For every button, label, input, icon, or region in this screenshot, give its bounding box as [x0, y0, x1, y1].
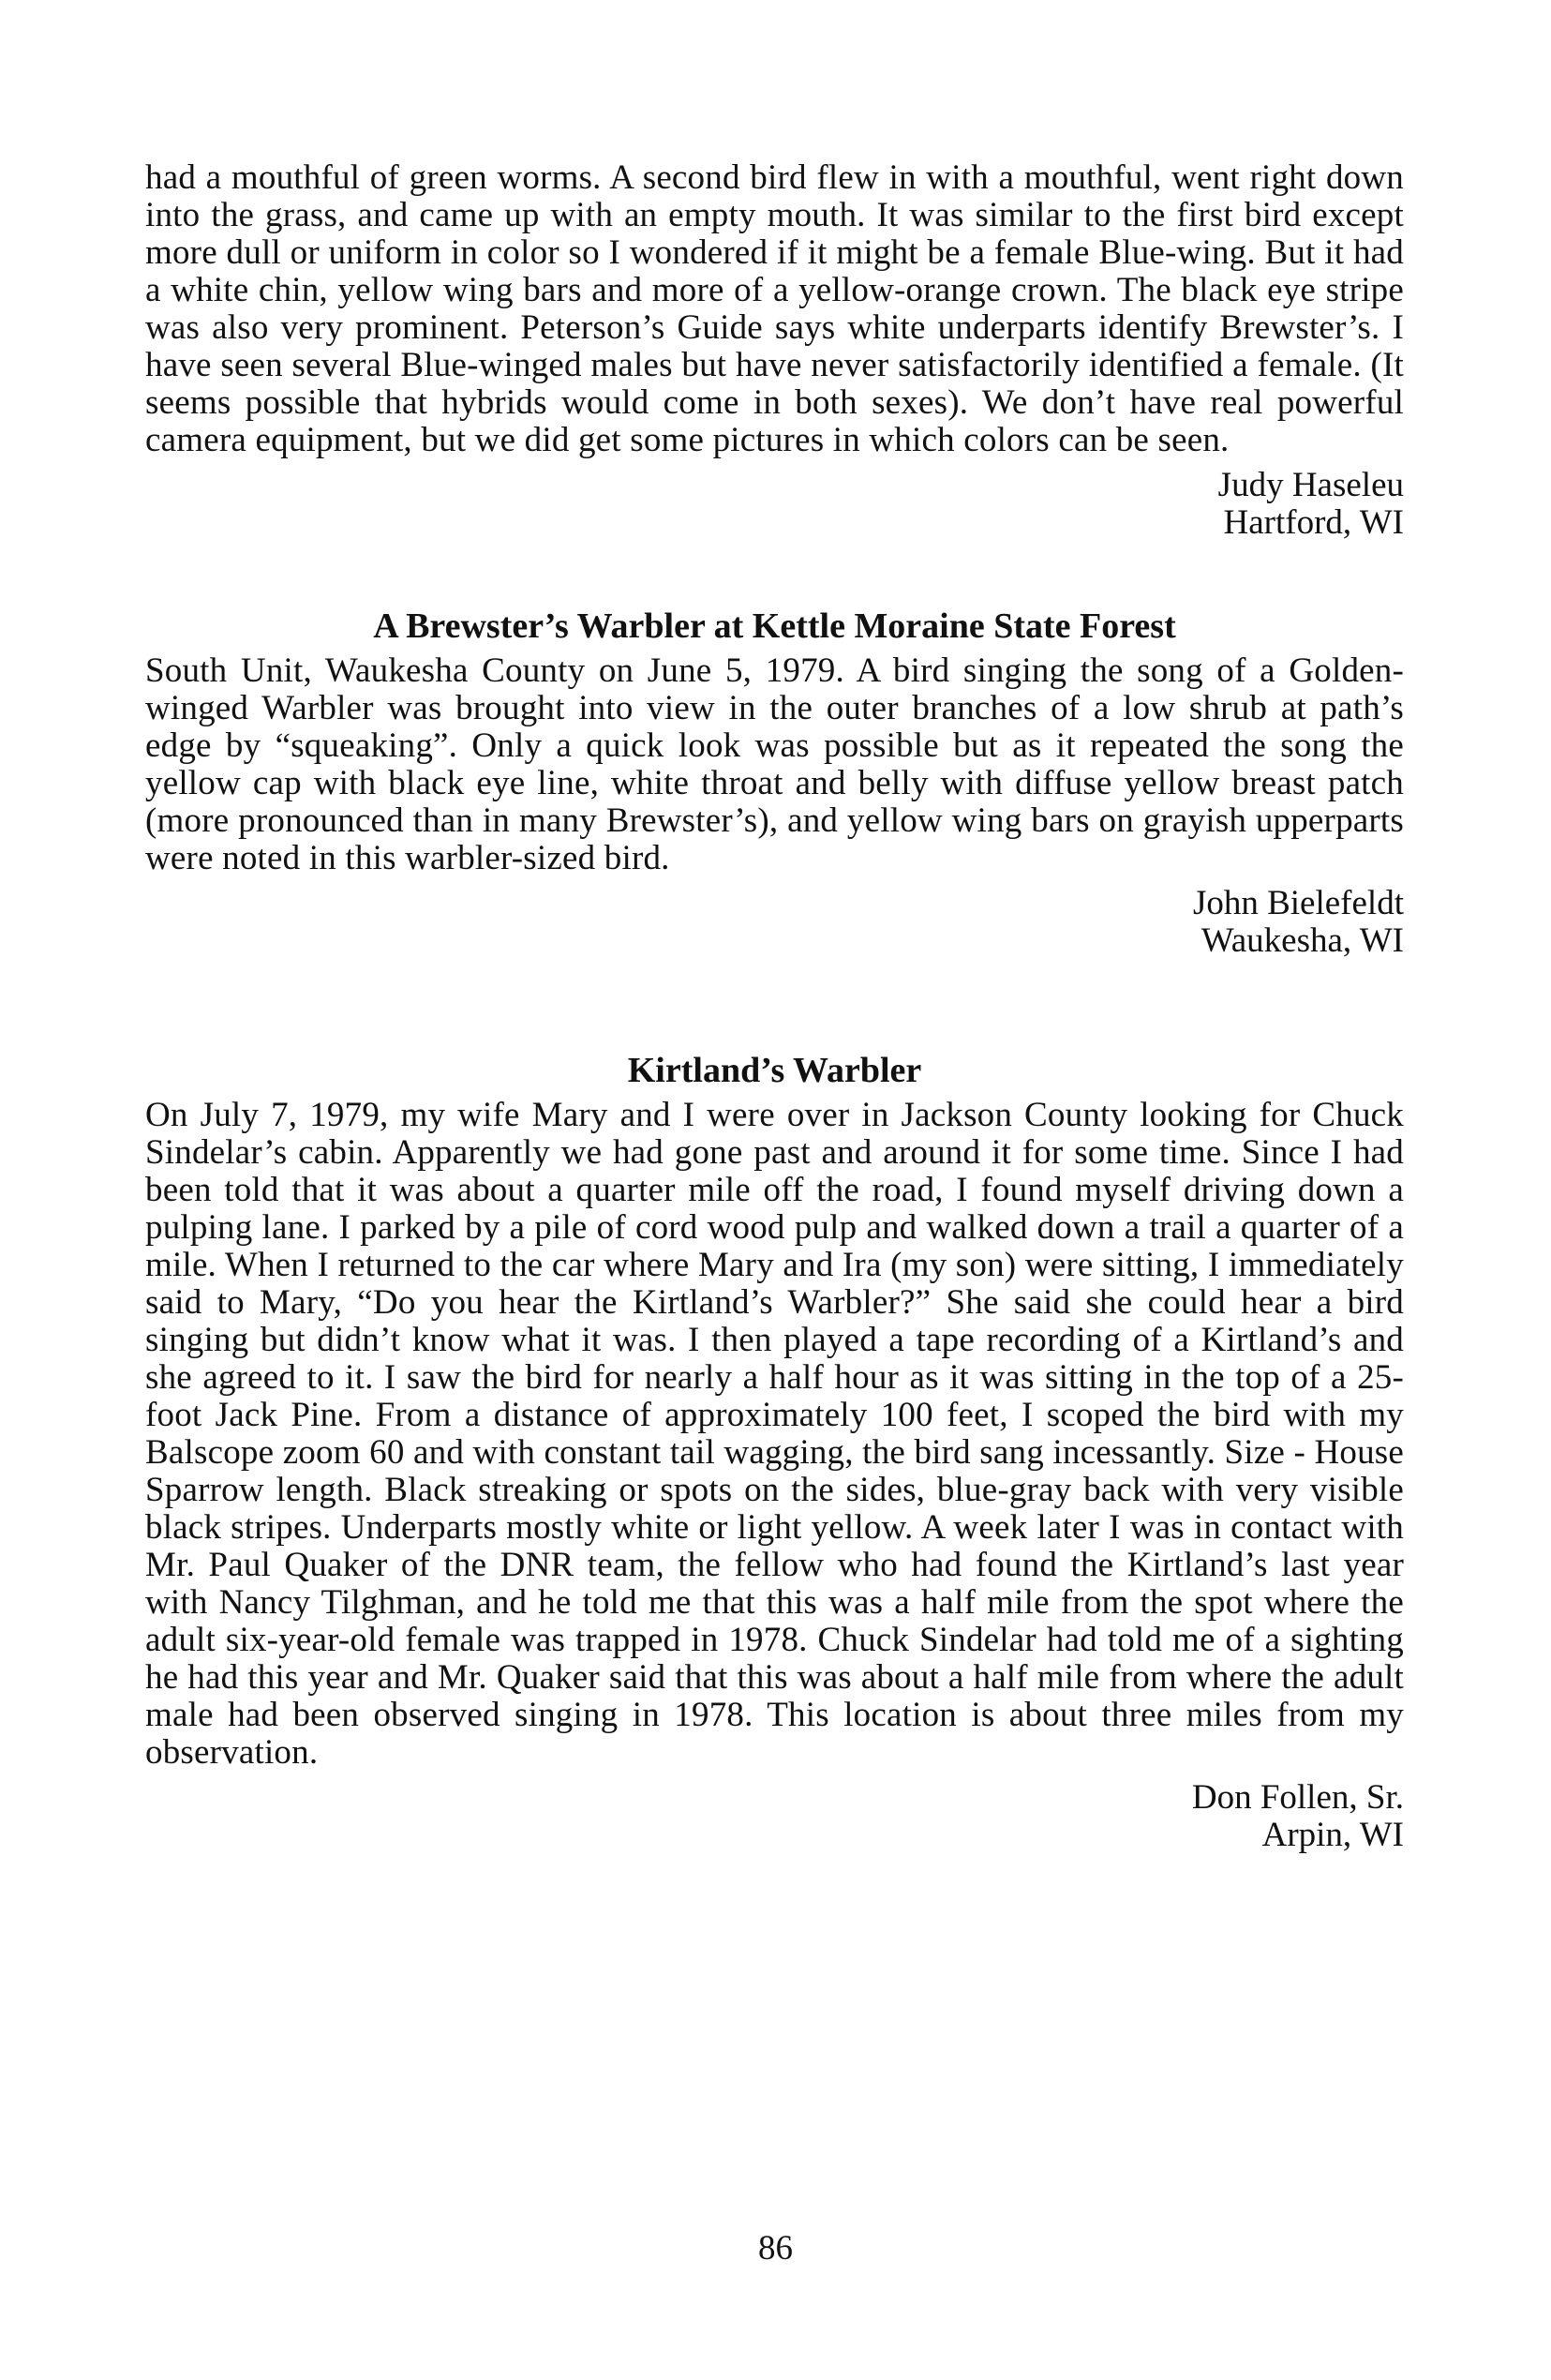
section1-heading: A Brewster’s Warbler at Kettle Moraine State Forest: [373, 606, 1176, 646]
section2-heading: Kirtland’s Warbler: [627, 1051, 922, 1090]
section2-author: Don Follen, Sr.: [1191, 1778, 1404, 1817]
section2-location: Arpin, WI: [1261, 1816, 1404, 1854]
intro-signature: [145, 467, 1404, 542]
intro-paragraph: had a mouthful of green worms. A second bird flew in with a mouthful, went right down into the grass, and came up with an empty mouth. It was similar to the first bird except more dull or uniform in color so I wondered if it might be a female Blue-wing. But it had a white chin, yellow wing bars and more of a yellow-orange crown. The black eye stripe was also very prominent. Peterson’s Guide says white underparts identify Brewster’s. I have seen several Blue-winged males but have never satisfactorily identified a female. (It seems possible that hybrids would come in both sexes). We don’t have real powerful camera equipment, but we did get some pictures in which colors can be seen.: [145, 158, 1404, 459]
section2-signature: [145, 1779, 1404, 1854]
section1-paragraph: South Unit, Waukesha County on June 5, 1979. A bird singing the song of a Golden-winged Warbler was brought into view in the outer branches of a low shrub at path’s edge by “squeaking”. Only a quick look was possible but as it repeated the song the yellow cap with black eye line, white throat and belly with diffuse yellow breast patch (more pronounced than in many Brewster’s), and yellow wing bars on grayish upperparts were noted in this warbler-sized bird.: [145, 651, 1404, 877]
section1-author: John Bielefeldt: [1192, 884, 1404, 922]
section2-paragraph: On July 7, 1979, my wife Mary and I were over in Jackson County looking for Chuck Sindelar’s cabin. Apparently we had gone past and around it for some time. Since I had been told that it was about a quarter mile off the road, I found myself driving down a pulping lane. I parked by a pile of cord wood pulp and walked down a trail a quarter of a mile. When I returned to the car where Mary and Ira (my son) were sitting, I immediately said to Mary, “Do you hear the Kirtland’s Warbler?” She said she could hear a bird singing but didn’t know what it was. I then played a tape recording of a Kirtland’s and she agreed to it. I saw the bird for nearly a half hour as it was sitting in the top of a 25-foot Jack Pine. From a distance of approximately 100 feet, I scoped the bird with my Balscope zoom 60 and with constant tail wagging, the bird sang incessantly. Size - House Sparrow length. Black streaking or spots on the sides, blue-gray back with very visible black stripes. Underparts mostly white or light yellow. A week later I was in contact with Mr. Paul Quaker of the DNR team, the fellow who had found the Kirtland’s last year with Nancy Tilghman, and he told me that this was a half mile from the spot where the adult six-year-old female was trapped in 1978. Chuck Sindelar had told me of a sighting he had this year and Mr. Quaker said that this was about a half mile from where the adult male had been observed singing in 1978. This location is about three miles from my observation.: [145, 1096, 1404, 1772]
page-content: [145, 159, 1404, 1854]
intro-location: Hartford, WI: [1223, 503, 1404, 542]
page-number: 86: [758, 2229, 793, 2268]
section1-signature: [145, 885, 1404, 960]
section1-location: Waukesha, WI: [1201, 921, 1404, 960]
intro-author: Judy Haseleu: [1217, 466, 1404, 504]
